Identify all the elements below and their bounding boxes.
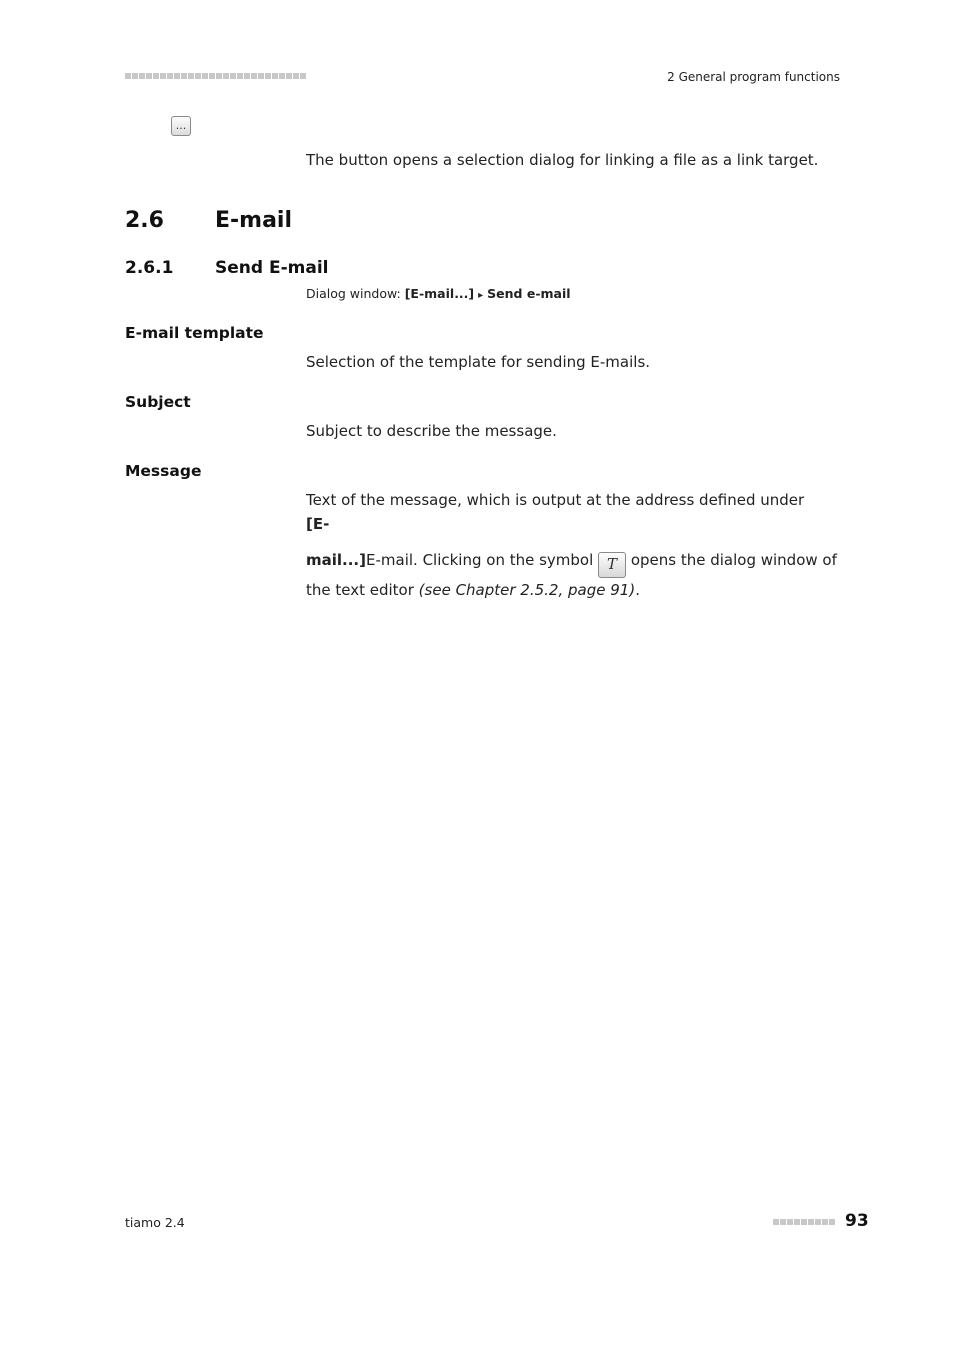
message-line-3: the text editor (see Chapter 2.5.2, page 91). — [306, 581, 640, 599]
dialog-path — [306, 286, 571, 301]
param-email-template-description: Selection of the template for sending E-mails. — [306, 353, 651, 371]
page-number: 93 — [845, 1211, 869, 1231]
param-subject-description: Subject to describe the message. — [306, 422, 557, 440]
dialog-prefix: Dialog window: — [306, 286, 405, 301]
param-subject-label: Subject — [125, 393, 191, 411]
param-message-label: Message — [125, 462, 202, 480]
text-editor-icon: T — [598, 552, 626, 578]
dialog-item: Send e-mail — [487, 286, 571, 301]
browse-button-description: The button opens a selection dialog for linking a file as a link target. — [306, 151, 819, 169]
param-email-template-label: E-mail template — [125, 324, 264, 342]
section-title: E-mail — [215, 208, 293, 233]
subsection-title: Send E-mail — [215, 258, 329, 278]
header-chapter: 2 General program functions — [667, 70, 840, 84]
arrow-right-icon: ▸ — [478, 290, 484, 301]
footer-decoration — [773, 1219, 835, 1225]
browse-button-icon: ... — [171, 116, 191, 136]
section-number: 2.6 — [125, 208, 164, 233]
param-message-description — [306, 488, 837, 602]
subsection-number: 2.6.1 — [125, 258, 174, 278]
message-line-2: mail...]E-mail. Clicking on the symbol T opens the dialog window of — [306, 548, 826, 578]
footer-product: tiamo 2.4 — [125, 1215, 185, 1230]
chapter-reference[interactable]: (see Chapter 2.5.2, page 91) — [418, 581, 636, 599]
dialog-menu: [E-mail...] — [404, 286, 475, 301]
message-line-1: Text of the message, which is output at the address defined under [E- — [306, 491, 805, 533]
header-decoration — [125, 73, 306, 79]
